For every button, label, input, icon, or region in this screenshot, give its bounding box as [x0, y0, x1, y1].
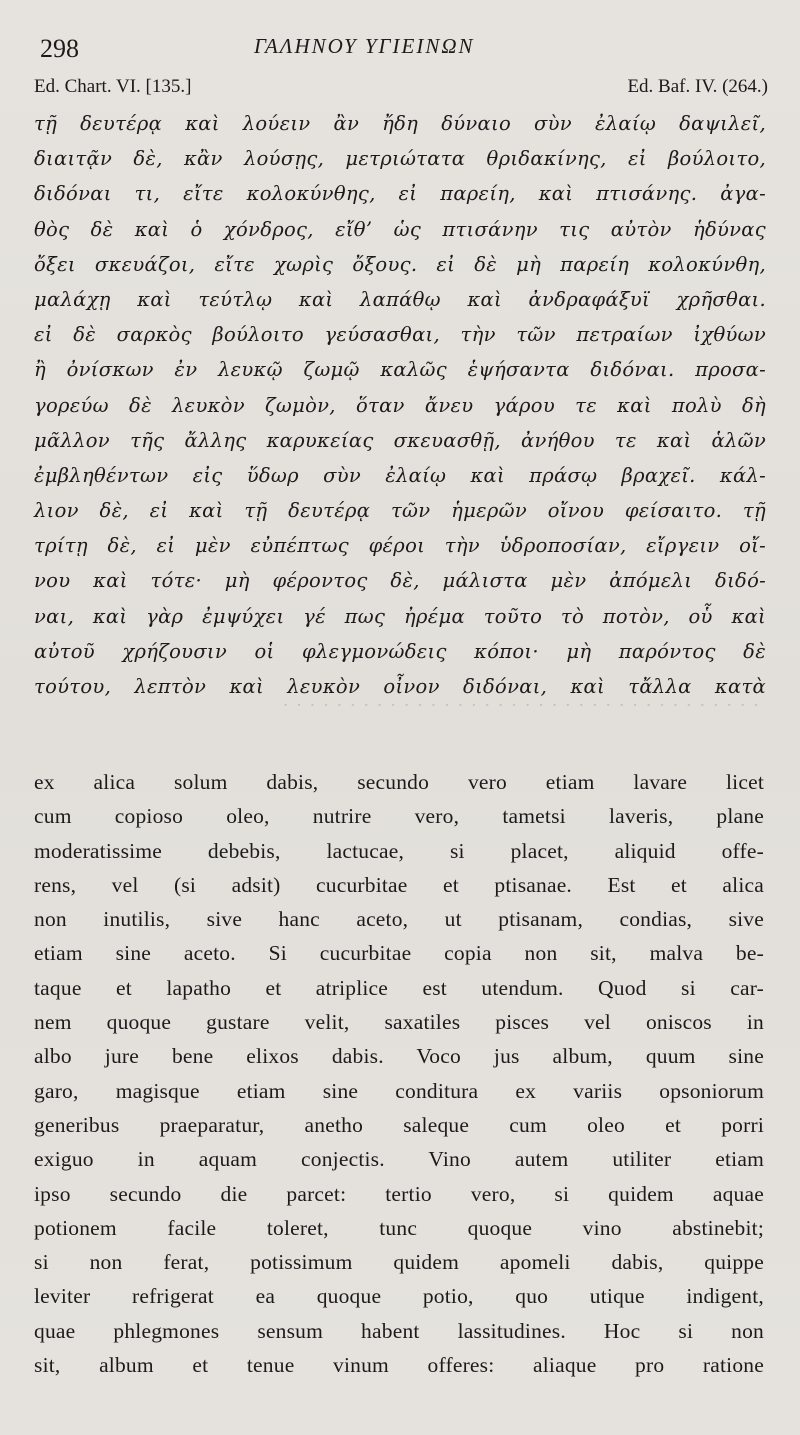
page-header [34, 30, 770, 70]
greek-line: ἐμβληθέντων εἰς ὕδωρ σὺν ἐλαίῳ καὶ πράσῳ βραχεῖ. κάλ- [34, 463, 766, 487]
greek-line: διαιτᾷν δὲ, κἂν λούσῃς, μετριώτατα θριδακίνης, εἰ βούλοιτο, [34, 147, 766, 171]
greek-line: τῇ δευτέρᾳ καὶ λούειν ἂν ἤδη δύναιο σὺν ἐλαίῳ δαψιλεῖ, [34, 112, 766, 135]
latin-line: cum copioso oleo, nutrire vero, tametsi laveris, plane [34, 804, 764, 829]
greek-line: νου καὶ τότε· μὴ φέροντος δὲ, μάλιστα μὲν ἀπόμελι διδό- [34, 569, 766, 593]
latin-line: garo, magisque etiam sine conditura ex variis opsoniorum [34, 1078, 764, 1103]
latin-line: ex alica solum dabis, secundo vero etiam lavare licet [34, 770, 764, 794]
latin-line: exiguo in aquam conjectis. Vino autem utiliter etiam [34, 1147, 764, 1172]
greek-line: μᾶλλον τῆς ἄλλης καρυκείας σκευασθῇ, ἀνήθου τε καὶ ἁλῶν [34, 428, 766, 452]
greek-line: ἢ ὀνίσκων ἐν λευκῷ ζωμῷ καλῶς ἑψήσαντα διδόναι. προσα- [34, 358, 766, 382]
latin-line: leviter refrigerat ea quoque potio, quo utique indigent, [34, 1284, 764, 1309]
greek-line: τούτου, λεπτὸν καὶ λευκὸν οἶνον διδόναι, καὶ τἄλλα κατὰ [34, 675, 766, 698]
latin-line: taque et lapatho et atriplice est utendum. Quod si car- [34, 975, 764, 1000]
latin-text-block [34, 765, 764, 1382]
latin-line: ipso secundo die parcet: tertio vero, si quidem aquae [34, 1181, 764, 1206]
latin-line: non inutilis, sive hanc aceto, ut ptisanam, condias, sive [34, 907, 764, 932]
latin-line: potionem facile toleret, tunc quoque vino abstinebit; [34, 1215, 764, 1240]
greek-line: μαλάχῃ καὶ τεύτλῳ καὶ λαπάθῳ καὶ ἀνδραφάξυϊ χρῆσθαι. [34, 287, 766, 311]
greek-line: τρίτῃ δὲ, εἰ μὲν εὐπέπτως φέροι τὴν ὑδροποσίαν, εἴργειν οἴ- [34, 534, 766, 558]
running-title: ΓΑΛΗΝΟΥ ΥΓΙΕΙΝΩΝ [254, 34, 475, 58]
greek-line: διδόναι τι, εἴτε κολοκύνθης, εἰ παρείη, καὶ πτισάνης. ἀγα- [34, 182, 766, 206]
page-number: 298 [40, 34, 79, 63]
latin-line: moderatissime debebis, lactucae, si placet, aliquid offe- [34, 838, 764, 863]
latin-line: generibus praeparatur, anetho saleque cum oleo et porri [34, 1112, 764, 1137]
latin-line: quae phlegmones sensum habent lassitudines. Hoc si non [34, 1318, 764, 1343]
latin-line: rens, vel (si adsit) cucurbitae et ptisanae. Est et alica [34, 872, 764, 897]
greek-line: θὸς δὲ καὶ ὁ χόνδρος, εἴθ’ ὡς πτισάνην τις αὐτὸν ἡδύνας [34, 217, 766, 241]
greek-text-block [34, 106, 766, 704]
latin-line: nem quoque gustare velit, saxatiles pisces vel oniscos in [34, 1010, 764, 1035]
latin-line: si non ferat, potissimum quidem apomeli dabis, quippe [34, 1250, 764, 1275]
edition-references [34, 76, 768, 104]
greek-line: ὄξει σκευάζοι, εἴτε χωρὶς ὄξους. εἰ δὲ μὴ παρείη κολοκύνθη, [34, 252, 766, 276]
edition-reference-left: Ed. Chart. VI. [135.] [34, 76, 192, 97]
greek-line: λιον δὲ, εἰ καὶ τῇ δευτέρᾳ τῶν ἡμερῶν οἴνου φείσαιτο. τῇ [34, 499, 766, 523]
show-through-decoration: · · · · · · · · · · · · · · · · · · · · · · · · · · · · · · · · · · · · [282, 695, 760, 716]
greek-line: γορεύω δὲ λευκὸν ζωμὸν, ὅταν ἄνευ γάρου τε καὶ πολὺ δὴ [34, 393, 766, 417]
greek-line: αὐτοῦ χρήζουσιν οἱ φλεγμονώδεις κόποι· μὴ παρόντος δὲ [34, 639, 766, 663]
latin-line: etiam sine aceto. Si cucurbitae copia non sit, malva be- [34, 941, 764, 966]
greek-line: εἰ δὲ σαρκὸς βούλοιτο γεύσασθαι, τὴν τῶν πετραίων ἰχθύων [34, 323, 766, 347]
edition-reference-right: Ed. Baf. IV. (264.) [627, 76, 768, 97]
latin-line: sit, album et tenue vinum offeres: aliaque pro ratione [34, 1353, 764, 1378]
latin-line: albo jure bene elixos dabis. Voco jus album, quum sine [34, 1044, 764, 1069]
greek-line: ναι, καὶ γὰρ ἐμψύχει γέ πως ἠρέμα τοῦτο τὸ ποτὸν, οὗ καὶ [34, 604, 766, 628]
